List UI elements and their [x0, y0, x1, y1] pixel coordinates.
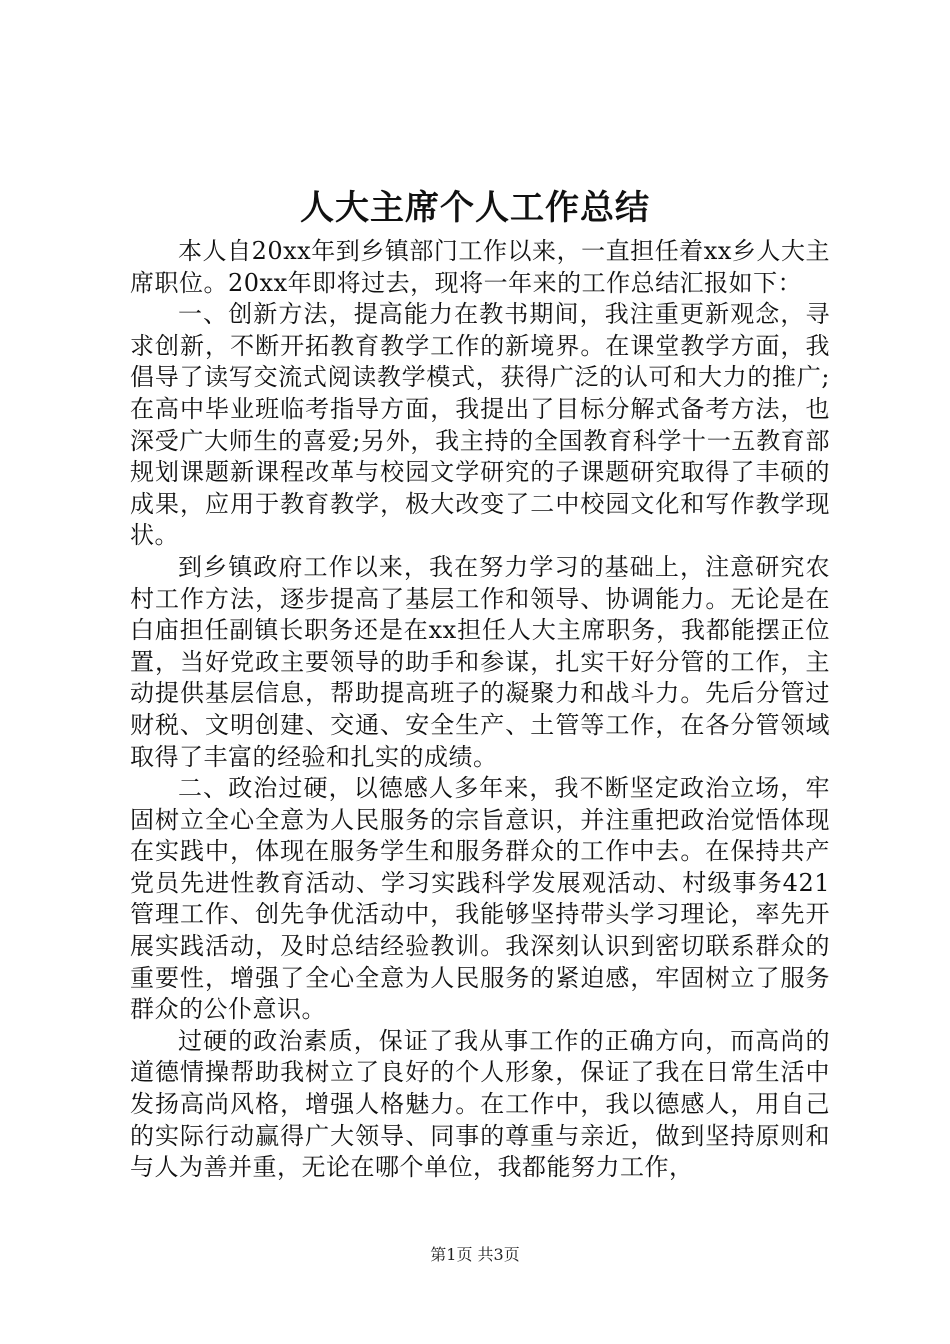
document-title: 人大主席个人工作总结 — [300, 188, 650, 228]
page-number-footer: 第1页 共3页 — [430, 1245, 520, 1264]
paragraph-innovation: 一、创新方法，提高能力在教书期间，我注重更新观念，寻求创新，不断开拓教育教学工作的新境界。在课堂教学方面，我倡导了读写交流式阅读教学模式，获得广泛的认可和大力的推广;在高中毕业班临考指导方面，我提出了目标分解式备考方法，也深受广大师生的喜爱;另外，我主持的全国教育科学十一五教育部规划课题新课程改革与校园文学研究的子课题研究取得了丰硕的成果，应用于教育教学，极大改变了二中校园文化和写作教学现状。 — [130, 300, 830, 550]
document-body — [130, 236, 830, 1184]
paragraph-township-work: 到乡镇政府工作以来，我在努力学习的基础上，注意研究农村工作方法，逐步提高了基层工作和领导、协调能力。无论是在白庙担任副镇长职务还是在xx担任人大主席职务，我都能摆正位置，当好党政主要领导的助手和参谋，扎实干好分管的工作，主动提供基层信息，帮助提高班子的凝聚力和战斗力。先后分管过财税、文明创建、交通、安全生产、土管等工作，在各分管领域取得了丰富的经验和扎实的成绩。 — [130, 552, 830, 771]
paragraph-politics: 二、政治过硬，以德感人多年来，我不断坚定政治立场，牢固树立全心全意为人民服务的宗旨意识，并注重把政治觉悟体现在实践中，体现在服务学生和服务群众的工作中去。在保持共产党员先进性教育活动、学习实践科学发展观活动、村级事务421管理工作、创先争优活动中，我能够坚持带头学习理论，率先开展实践活动，及时总结经验教训。我深刻认识到密切联系群众的重要性，增强了全心全意为人民服务的紧迫感，牢固树立了服务群众的公仆意识。 — [130, 774, 830, 1024]
paragraph-morality: 过硬的政治素质，保证了我从事工作的正确方向，而高尚的道德情操帮助我树立了良好的个人形象，保证了我在日常生活中发扬高尚风格，增强人格魅力。在工作中，我以德感人，用自己的实际行动赢得广大领导、同事的尊重与亲近，做到坚持原则和与人为善并重，无论在哪个单位，我都能努力工作， — [130, 1026, 830, 1182]
paragraph-intro: 本人自20xx年到乡镇部门工作以来，一直担任着xx乡人大主席职位。20xx年即将过去，现将一年来的工作总结汇报如下： — [130, 237, 830, 297]
